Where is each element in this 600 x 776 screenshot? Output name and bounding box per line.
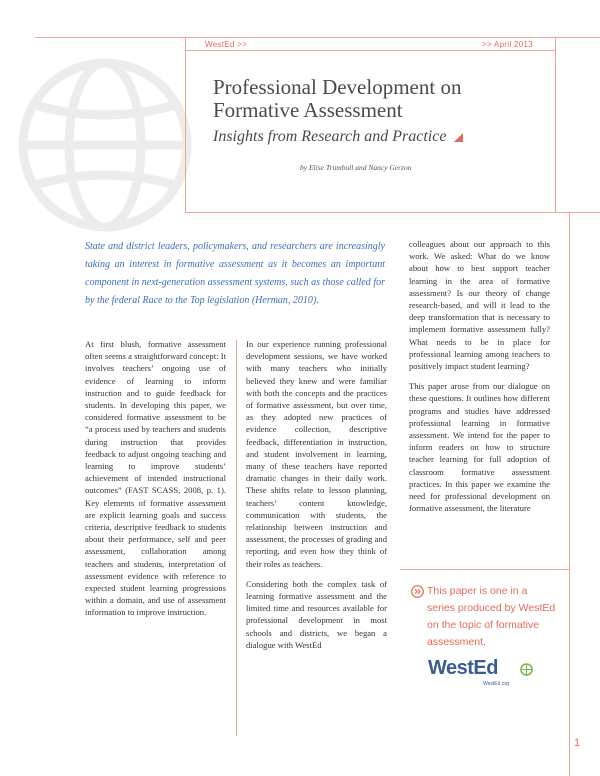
logo-url: WestEd.org (483, 681, 510, 687)
logo-globe-icon (520, 663, 533, 676)
column-divider (236, 340, 237, 736)
header-rule (185, 50, 555, 51)
top-rule (35, 37, 600, 38)
text-column-1 (85, 338, 226, 627)
col2-paragraph-1: In our experience running professional development sessions, we have worked with many teachers who initially believed they knew and were familiar with both the concepts and the practices of formative assessment, but over time, as they adopted new practices of evidence collection, descriptive feedback, differentiation in instruction, and student involvement in learning, many of these teachers have reported dramatic changes in their daily work. These shifts relate to lesson planning, teachers’ content knowledge, communication with students, the relationship between instruction and assessment, the processes of grading and reporting, and even how they think of their roles as teachers. (246, 339, 387, 569)
title-bottom-rule (185, 212, 600, 213)
page-subtitle (213, 128, 553, 146)
subtitle-text: Insights from Research and Practice (213, 128, 447, 145)
header-left-label: WestEd >> (205, 40, 248, 49)
frame-left-rule (185, 37, 186, 212)
globe-watermark-icon (0, 40, 200, 240)
header-date-label: >> April 2013 (482, 40, 534, 49)
frame-right-rule (555, 37, 556, 212)
byline: by Elise Trumbull and Nancy Gerzon (300, 163, 412, 172)
page-right-rule (569, 212, 570, 776)
logo-wordmark: WestEd (428, 657, 498, 679)
page-number: 1 (574, 737, 581, 749)
double-chevron-icon (411, 585, 424, 598)
col1-paragraph-1: At first blush, formative assessment often seems a straightforward concept: It involves teachers’ ongoing use of evidence of learning to inform instruction and to guide feedback for students. In developing this paper, we considered formative assessment to be “a process used by teachers and students during instruction that provides feedback to adjust ongoing teaching and learning to improve students’ achievement of intended instructional outcomes” (FAST SCASS, 2008, p. 1). Key elements of formative assessment are explicit learning goals and success criteria, descriptive feedback to students about their performance, self and peer assessment, collaboration among teachers and students, interpretation of assessment evidence with reference to expected student learning progressions within a domain, and use of assessment information to improve instruction. (85, 339, 226, 618)
text-column-2 (246, 338, 387, 659)
col3-paragraph-1: colleagues about our approach to this work. We asked: What do we know about how to best support teacher learning in the area of formative assessment? Is our theory of change research-based, and will it lead to the deep transformation that is necessary to implement formative assessment fully? What needs to be in place for professional learning among teachers to positively impact student learning? (409, 239, 550, 372)
text-column-3 (409, 238, 550, 522)
col2-paragraph-2: Considering both the complex task of learning formative assessment and the limited time and resources available for professional development in most schools and districts, we began a dialogue with WestEd (246, 578, 387, 650)
wested-logo (428, 657, 498, 680)
callout-top-rule (400, 569, 569, 570)
intro-paragraph: State and district leaders, policymakers, and researchers are increasingly taking an interest in formative assessment as it becomes an important component in next-generation assessment systems, such as those called for by the federal Race to the Top legislation (Herman, 2010). (85, 241, 385, 306)
triangle-marker-icon (454, 133, 463, 142)
col3-paragraph-2: This paper arose from our dialogue on these questions. It outlines how different programs and studies have addressed professional learning in formative assessment. We intend for the paper to inform readers on how to structure teacher learning for full adoption of classroom formative assessment practices. In this paper we examine the need for professional development on formative assessment, the literature (409, 381, 550, 514)
callout-text: This paper is one in a series produced by WestEd on the topic of formative assessment. (427, 585, 556, 648)
page-title: Professional Development on Formative Assessment (213, 75, 462, 122)
